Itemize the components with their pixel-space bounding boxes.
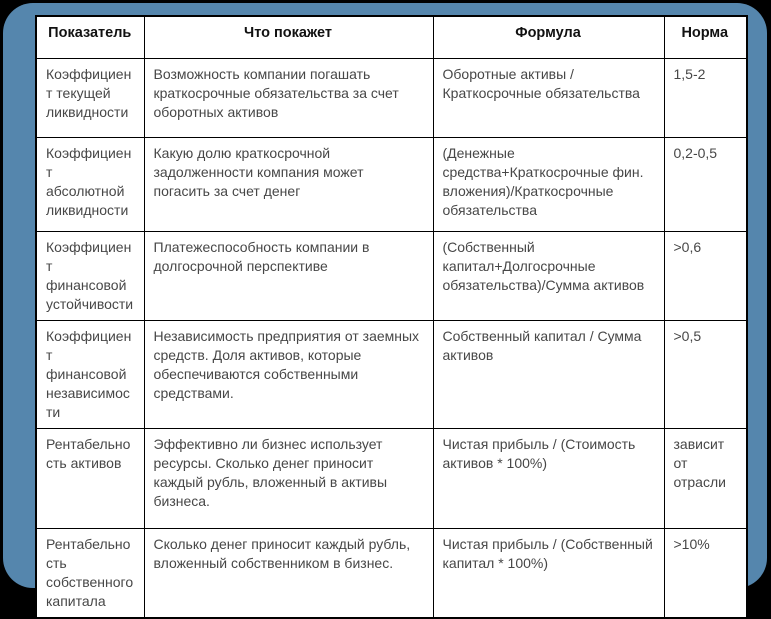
table-row [36, 320, 747, 428]
cell-norm: 1,5-2 [664, 58, 747, 137]
cell-norm: >0,6 [664, 231, 747, 320]
cell-shows: Платежеспособность компании в долгосрочной перспективе [144, 231, 433, 320]
cell-indicator: Рентабельность активов [36, 428, 144, 528]
cell-indicator: Коэффициент финансовой независимости [36, 320, 144, 428]
cell-shows: Эффективно ли бизнес использует ресурсы. Сколько денег приносит каждый рубль, вложенный в активы бизнеса. [144, 428, 433, 528]
cell-shows: Возможность компании погашать краткосрочные обязательства за счет оборотных активов [144, 58, 433, 137]
header-indicator: Показатель [36, 16, 144, 58]
table-row [36, 137, 747, 231]
cell-indicator: Коэффициент абсолютной ликвидности [36, 137, 144, 231]
table-row [36, 231, 747, 320]
cell-formula: Собственный капитал / Сумма активов [433, 320, 664, 428]
table-header-row [36, 16, 747, 58]
cell-norm: зависит от отрасли [664, 428, 747, 528]
cell-formula: Чистая прибыль / (Собственный капитал * 100%) [433, 528, 664, 618]
cell-formula: Чистая прибыль / (Стоимость активов * 100%) [433, 428, 664, 528]
header-shows: Что покажет [144, 16, 433, 58]
cell-indicator: Коэффициент финансовой устойчивости [36, 231, 144, 320]
cell-formula: (Собственный капитал+Долгосрочные обязательства)/Сумма активов [433, 231, 664, 320]
cell-indicator: Коэффициент текущей ликвидности [36, 58, 144, 137]
cell-formula: Оборотные активы / Краткосрочные обязательства [433, 58, 664, 137]
header-formula: Формула [433, 16, 664, 58]
header-norm: Норма [664, 16, 747, 58]
table-row [36, 428, 747, 528]
cell-formula: (Денежные средства+Краткосрочные фин. вложения)/Краткосрочные обязательства [433, 137, 664, 231]
table-row [36, 58, 747, 137]
cell-norm: >10% [664, 528, 747, 618]
table-row [36, 528, 747, 618]
cell-shows: Независимость предприятия от заемных средств. Доля активов, которые обеспечиваются собственными средствами. [144, 320, 433, 428]
cell-indicator: Рентабельность собственного капитала [36, 528, 144, 618]
financial-ratios-table [35, 15, 748, 619]
cell-shows: Сколько денег приносит каждый рубль, вложенный собственником в бизнес. [144, 528, 433, 618]
cell-shows: Какую долю краткосрочной задолженности компания может погасить за счет денег [144, 137, 433, 231]
cell-norm: >0,5 [664, 320, 747, 428]
cell-norm: 0,2-0,5 [664, 137, 747, 231]
